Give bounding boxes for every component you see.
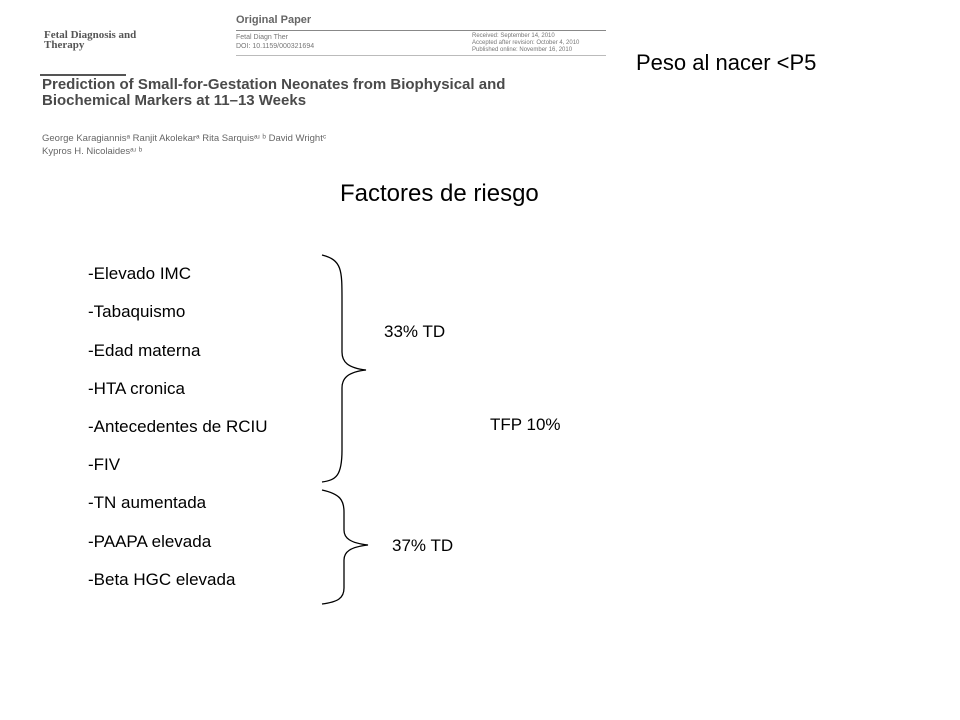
brace-group-1 [322,255,366,482]
accepted-date: Accepted after revision: October 4, 2010 [472,40,580,46]
received-date: Received: September 14, 2010 [472,33,555,39]
risk-factor-item: -Antecedentes de RCIU [88,417,268,436]
authors-line-1: George Karagiannisᵃ Ranjit Akolekarᵃ Rita Sarquisᵃʴ ᵇ David Wrightᶜ [42,133,327,144]
journal-abbrev: Fetal Diagn Ther [236,34,289,41]
risk-factor-item: -HTA cronica [88,379,185,398]
journal-logo: Fetal Diagnosis and Therapy [44,29,137,51]
paper-title: Prediction of Small-for-Gestation Neonates from Biophysical and Biochemical Markers at 11–13 Weeks [42,76,506,109]
risk-factor-item: -Tabaquismo [88,302,186,321]
doi-line: DOI: 10.1159/000321694 [236,43,315,50]
paper-type-label: Original Paper [236,14,312,26]
group2-detection-rate: 37% TD [392,536,454,555]
risk-factor-item: -Edad materna [88,341,201,360]
slide-heading: Factores de riesgo [340,180,539,207]
authors-line-2: Kypros H. Nicolaidesᵃʴ ᵇ [42,146,143,157]
risk-factor-item: -Beta HGC elevada [88,570,236,589]
risk-factor-item: -FIV [88,455,121,474]
risk-factor-item: -PAAPA elevada [88,532,212,551]
brace-group-2 [322,490,368,604]
risk-factor-item: -Elevado IMC [88,264,191,283]
risk-factor-item: -TN aumentada [88,493,207,512]
corner-title: Peso al nacer <P5 [636,50,817,75]
published-date: Published online: November 16, 2010 [472,47,573,53]
false-positive-rate: TFP 10% [490,415,561,434]
group1-detection-rate: 33% TD [384,322,446,341]
